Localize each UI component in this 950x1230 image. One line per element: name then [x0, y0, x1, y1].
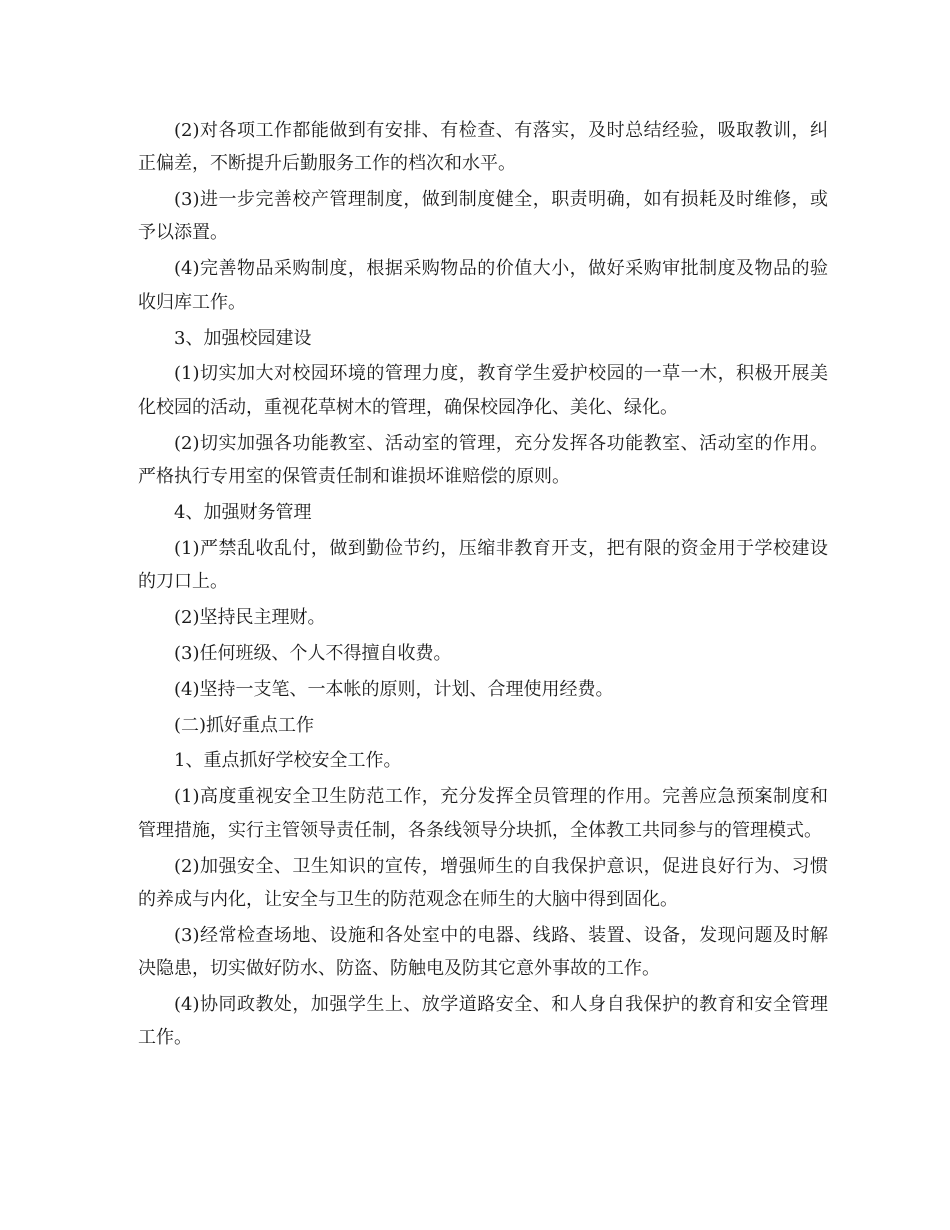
paragraph-finance-1: (1)严禁乱收乱付，做到勤俭节约，压缩非教育开支，把有限的资金用于学校建设的刀口上。 — [138, 537, 828, 593]
paragraph-logistics-4: (4)完善物品采购制度，根据采购物品的价值大小，做好采购审批制度及物品的验收归库工作。 — [138, 258, 828, 313]
section-heading-finance: 4、加强财务管理 — [174, 501, 312, 523]
paragraph-safety-3: (3)经常检查场地、设施和各处室中的电器、线路、装置、设备，发现问题及时解决隐患，切实做好防水、防盗、防触电及防其它意外事故的工作。 — [138, 924, 828, 980]
paragraph-safety-4: (4)协同政教处，加强学生上、放学道路安全、和人身自我保护的教育和安全管理工作。 — [138, 993, 828, 1049]
section-heading-key-work: (二)抓好重点工作 — [174, 714, 315, 736]
paragraph-logistics-3: (3)进一步完善校产管理制度，做到制度健全，职责明确，如有损耗及时维修，或予以添置。 — [138, 189, 828, 244]
document-body — [138, 114, 828, 1057]
paragraph-finance-4: (4)坚持一支笔、一本帐的原则，计划、合理使用经费。 — [174, 678, 614, 700]
paragraph-campus-1: (1)切实加大对校园环境的管理力度，教育学生爱护校园的一草一木，积极开展美化校园的活动，重视花草树木的管理，确保校园净化、美化、绿化。 — [138, 363, 828, 418]
section-heading-campus: 3、加强校园建设 — [174, 327, 312, 349]
paragraph-finance-3: (3)任何班级、个人不得擅自收费。 — [174, 642, 452, 664]
paragraph-safety-1: (1)高度重视安全卫生防范工作，充分发挥全员管理的作用。完善应急预案制度和管理措施，实行主管领导责任制，各条线领导分块抓，全体教工共同参与的管理模式。 — [138, 786, 828, 841]
paragraph-finance-2: (2)坚持民主理财。 — [174, 606, 326, 628]
paragraph-campus-2: (2)切实加强各功能教室、活动室的管理，充分发挥各功能教室、活动室的作用。严格执行专用室的保管责任制和谁损坏谁赔偿的原则。 — [138, 432, 828, 487]
subsection-heading-safety: 1、重点抓好学校安全工作。 — [174, 750, 402, 772]
paragraph-safety-2: (2)加强安全、卫生知识的宣传，增强师生的自我保护意识，促进良好行为、习惯的养成与内化，让安全与卫生的防范观念在师生的大脑中得到固化。 — [138, 855, 828, 910]
paragraph-logistics-2: (2)对各项工作都能做到有安排、有检查、有落实，及时总结经验，吸取教训，纠正偏差，不断提升后勤服务工作的档次和水平。 — [138, 120, 828, 175]
